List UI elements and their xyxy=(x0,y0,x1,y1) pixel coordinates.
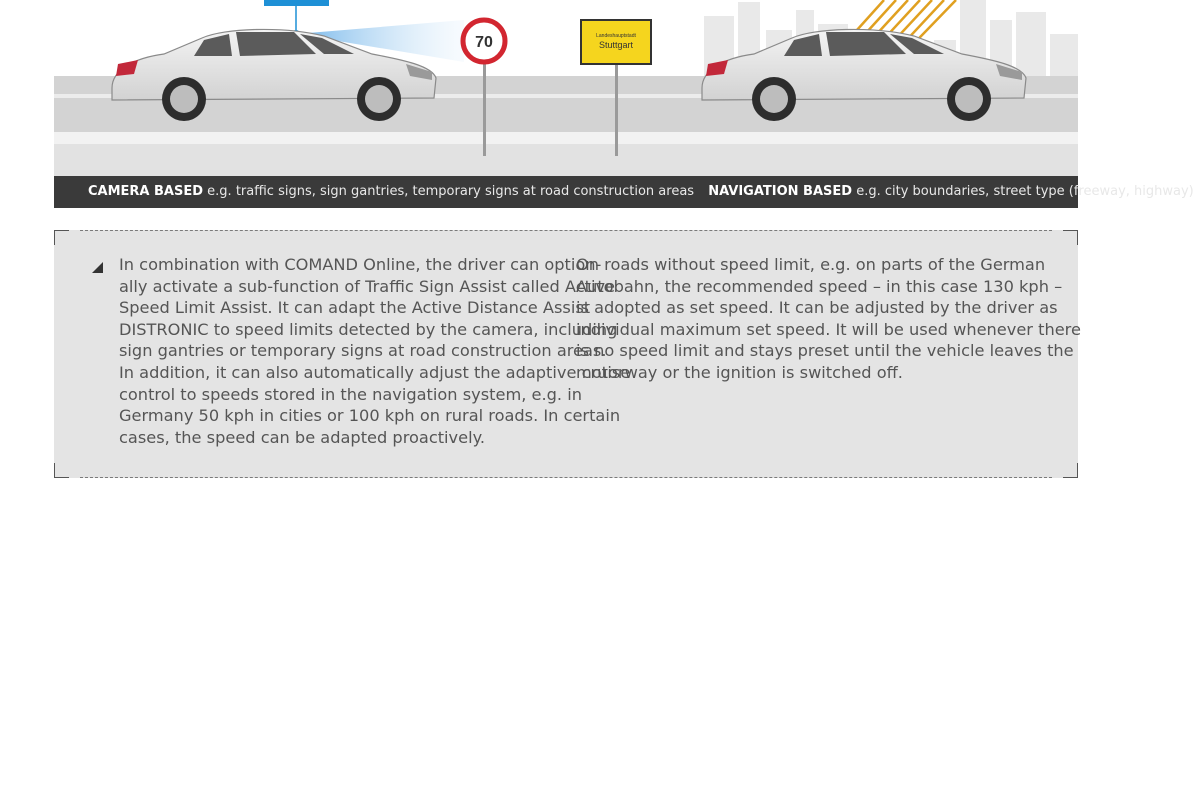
camera-caption xyxy=(88,176,694,208)
corner-mark xyxy=(54,230,69,245)
navigation-text: e.g. city boundaries, street type (freeway, highway) xyxy=(856,184,1194,199)
info-box xyxy=(54,230,1081,478)
text-line: Germany 50 kph in cities or 100 kph on rural roads. In certain xyxy=(119,406,621,426)
text-line: Speed Limit Assist. It can adapt the Active Distance Assist xyxy=(119,298,591,318)
speed-sign-value: 70 xyxy=(475,34,493,51)
text-line: On roads without speed limit, e.g. on parts of the German xyxy=(576,255,1046,274)
caption-bar xyxy=(54,176,1194,208)
city-sign-small-text: Landeshauptstadt xyxy=(596,33,636,39)
camera-label: CAMERA BASED xyxy=(88,184,204,199)
driving-illustration xyxy=(54,0,1078,176)
text-line: DISTRONIC to speed limits detected by the camera, including xyxy=(119,319,618,339)
text-line: Autobahn, the recommended speed – in this case 130 kph – xyxy=(576,276,1063,296)
text-line: In addition, it can also automatically adjust the adaptive cruise xyxy=(119,362,631,382)
text-line: control to speeds stored in the navigation system, e.g. in xyxy=(119,384,582,404)
corner-mark xyxy=(1063,463,1078,478)
text-line: is no speed limit and stays preset until the vehicle leaves the xyxy=(576,341,1074,361)
text-line: individual maximum set speed. It will be used whenever there xyxy=(576,319,1081,339)
navigation-label: NAVIGATION BASED xyxy=(708,184,853,199)
text-line: sign gantries or temporary signs at road construction areas. xyxy=(119,341,607,361)
sidewalk xyxy=(54,144,1078,176)
road-curb xyxy=(54,132,1078,144)
corner-mark xyxy=(54,463,69,478)
city-sign-name: Stuttgart xyxy=(598,40,634,50)
text-line: In combination with COMAND Online, the driver can option- xyxy=(119,255,602,274)
corner-mark xyxy=(1063,230,1078,245)
text-line: cases, the speed can be adapted proactively. xyxy=(119,427,486,447)
dashed-divider-bottom xyxy=(80,477,1052,478)
left-column xyxy=(119,254,630,448)
text-line: ally activate a sub-function of Traffic Sign Assist called Active xyxy=(119,276,616,296)
text-line: is adopted as set speed. It can be adjusted by the driver as xyxy=(576,298,1058,318)
camera-text: e.g. traffic signs, sign gantries, temporary signs at road construction areas xyxy=(207,184,695,199)
bullet-triangle-icon xyxy=(92,262,103,273)
dashed-divider-top xyxy=(80,230,1052,231)
text-line: motorway or the ignition is switched off. xyxy=(576,362,903,382)
navigation-caption xyxy=(708,176,1194,208)
camera-label-box xyxy=(264,0,329,6)
right-column xyxy=(576,254,1081,384)
